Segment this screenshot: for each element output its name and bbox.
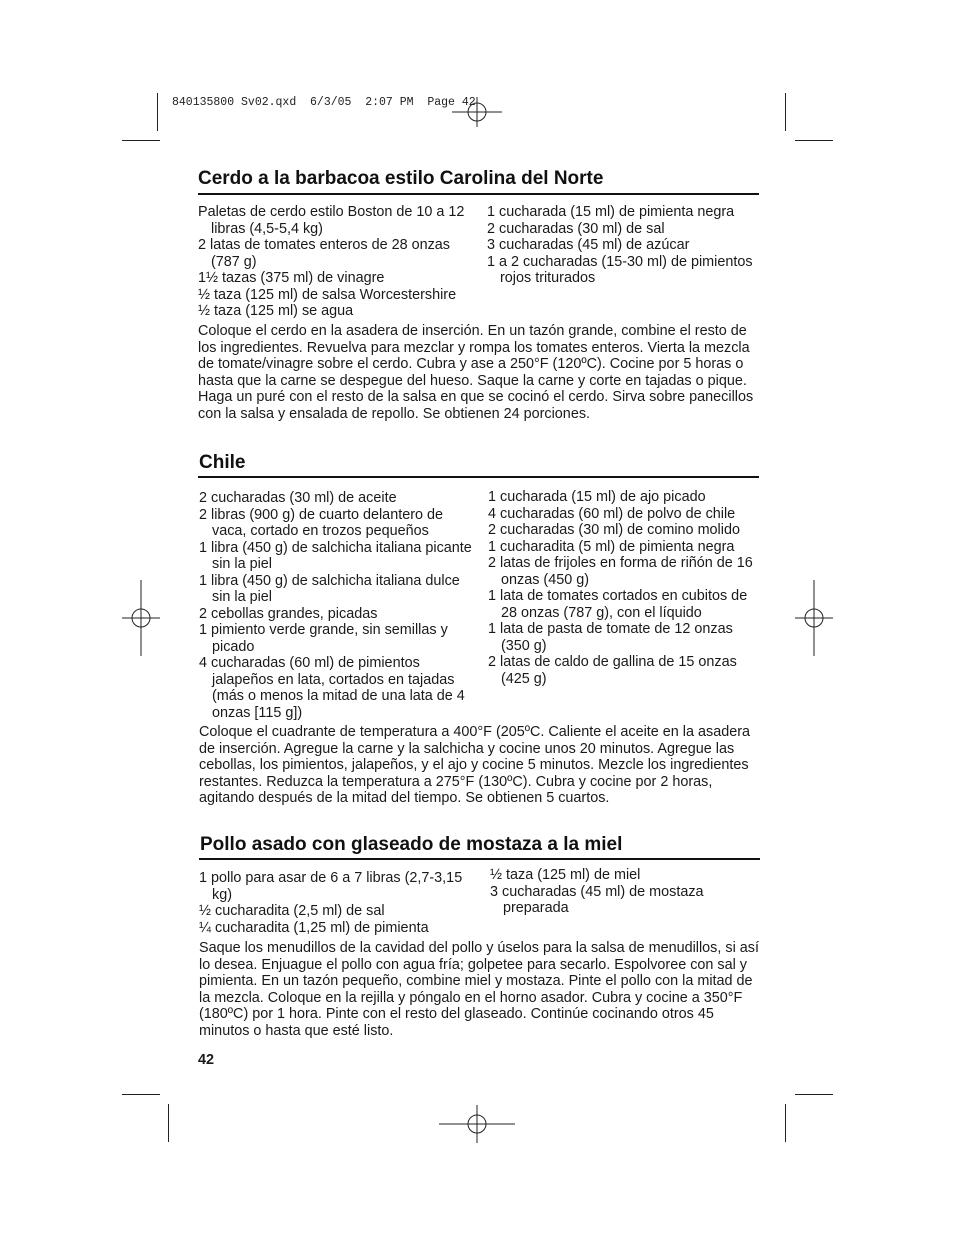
recipe-title-chile: Chile — [199, 452, 246, 473]
ingredient-item: 1 libra (450 g) de salchicha italiana dulce sin la piel — [199, 572, 460, 605]
ingredients-left-chile — [199, 490, 474, 721]
title-rule — [198, 193, 759, 195]
title-rule — [199, 858, 760, 860]
ingredients-left-pollo — [199, 870, 474, 936]
ingredient-item: 1 pimiento verde grande, sin semillas y picado — [199, 622, 448, 655]
ingredient-item: 3 cucharadas (45 ml) de azúcar — [487, 237, 690, 253]
ingredient-item: Paletas de cerdo estilo Boston de 10 a 12 libras (4,5-5,4 kg) — [198, 204, 465, 237]
instructions-chile: Coloque el cuadrante de temperatura a 400°F (205ºC. Caliente el aceite en la asadera de inserción. Agregue la carne y la salchicha y cocine unos 20 minutos. Agregue las cebollas, los pimientos, jalapeños, y el ajo y cocine 5 minutos. Mezcle los ingredientes restantes. Reduzca la temperatura a 275°F (130ºC). Cubra y cocine por 2 horas, agitando después de la mitad del tiempo. Se obtienen 5 cuartos. — [199, 724, 751, 806]
print-slug: 840135800 Sv02.qxd 6/3/05 2:07 PM Page 42 — [172, 96, 476, 109]
ingredient-item: ½ taza (125 ml) de salsa Worcestershire — [198, 286, 457, 303]
ingredient-item: 1 libra (450 g) de salchicha italiana picante sin la piel — [199, 539, 472, 572]
crop-mark-top-left-vertical — [157, 93, 158, 131]
ingredient-item: 4 cucharadas (60 ml) de pimientos jalapeños en lata, cortados en tajadas (más o menos la mitad de una lata de 4 onzas [115 g]) — [199, 655, 465, 721]
ingredient-item: 2 latas de caldo de gallina de 15 onzas (425 g) — [488, 654, 737, 687]
ingredient-item: 1 lata de tomates cortados en cubitos de 28 onzas (787 g), con el líquido — [488, 588, 748, 621]
registration-mark-right-icon — [795, 580, 833, 656]
ingredient-item: 4 cucharadas (60 ml) de polvo de chile — [488, 505, 736, 522]
instructions-pollo: Saque los menudillos de la cavidad del pollo y úselos para la salsa de menudillos, si así lo desea. Enjuague el pollo con agua fría; golpetee para secarlo. Espolvoree con sal y pimienta. En un tazón pequeño, combine miel y mostaza. Pinte el pollo con la mitad de la mezcla. Coloque en la rejilla y póngalo en el horno asador. Cubra y cocine a 350°F (180ºC) por 1 hora. Pinte con el resto del glaseado. Continúe cocinando otros 45 minutos o hasta que esté listo. — [199, 940, 759, 1039]
ingredient-item: ½ cucharadita (2,5 ml) de sal — [199, 903, 385, 919]
registration-mark-top-icon — [452, 97, 502, 127]
ingredient-item: 2 cucharadas (30 ml) de sal — [487, 220, 665, 237]
ingredient-item: 1 cucharada (15 ml) de pimienta negra — [487, 204, 735, 220]
ingredient-item: 2 cucharadas (30 ml) de comino molido — [488, 522, 740, 538]
title-rule — [198, 476, 759, 478]
ingredient-item: 1 cucharada (15 ml) de ajo picado — [488, 489, 706, 505]
ingredient-item: 2 latas de tomates enteros de 28 onzas (787 g) — [198, 237, 450, 270]
ingredient-item: 3 cucharadas (45 ml) de mostaza preparada — [490, 883, 704, 916]
crop-mark-top-right-horizontal — [795, 140, 833, 141]
ingredient-item: 1 pollo para asar de 6 a 7 libras (2,7-3,15 kg) — [199, 870, 463, 903]
ingredient-item: 1 cucharadita (5 ml) de pimienta negra — [488, 538, 735, 555]
ingredient-item: 2 latas de frijoles en forma de riñón de 16 onzas (450 g) — [488, 555, 753, 588]
crop-mark-bottom-right-horizontal — [795, 1094, 833, 1095]
ingredient-item: 1 a 2 cucharadas (15-30 ml) de pimientos rojos triturados — [487, 253, 753, 286]
ingredient-item: 1½ tazas (375 ml) de vinagre — [198, 270, 385, 286]
crop-mark-bottom-left-vertical — [168, 1104, 169, 1142]
instructions-cerdo: Coloque el cerdo en la asadera de inserción. En un tazón grande, combine el resto de los ingredientes. Revuelva para mezclar y rompa los tomates enteros. Vierta la mezcla de tomate/vinagre sobre el cerdo. Cubra y ase a 250°F (120ºC). Cocine por 5 horas o hasta que la carne se despegue del hueso. Saque la carne y corte en tajadas o pique. Haga un puré con el resto de la salsa en que se cocinó el cerdo. Sirva sobre panecillos con la salsa y ensalada de repollo. Se obtienen 24 porciones. — [198, 323, 754, 422]
ingredient-item: 1 lata de pasta de tomate de 12 onzas (350 g) — [488, 621, 733, 654]
ingredient-item: ¼ cucharadita (1,25 ml) de pimienta — [199, 919, 429, 936]
ingredient-item: ½ taza (125 ml) de miel — [490, 867, 641, 883]
ingredient-item: ½ taza (125 ml) se agua — [198, 303, 354, 319]
ingredient-item: 2 cucharadas (30 ml) de aceite — [199, 490, 397, 506]
ingredient-item: 2 cebollas grandes, picadas — [199, 605, 378, 622]
crop-mark-top-right-vertical — [785, 93, 786, 131]
crop-mark-bottom-left-horizontal — [122, 1094, 160, 1095]
ingredients-left-cerdo — [198, 204, 478, 320]
registration-mark-bottom-icon — [439, 1105, 515, 1143]
crop-mark-top-left-horizontal — [122, 140, 160, 141]
ingredient-item: 2 libras (900 g) de cuarto delantero de vaca, cortado en trozos pequeños — [199, 506, 443, 539]
recipe-title-cerdo: Cerdo a la barbacoa estilo Carolina del Norte — [198, 168, 604, 189]
ingredients-right-cerdo — [487, 204, 759, 287]
registration-mark-left-icon — [122, 580, 160, 656]
ingredients-right-pollo — [490, 867, 735, 917]
crop-mark-bottom-right-vertical — [785, 1104, 786, 1142]
page-number: 42 — [198, 1052, 215, 1068]
ingredients-right-chile — [488, 489, 764, 687]
recipe-title-pollo: Pollo asado con glaseado de mostaza a la miel — [200, 834, 623, 855]
